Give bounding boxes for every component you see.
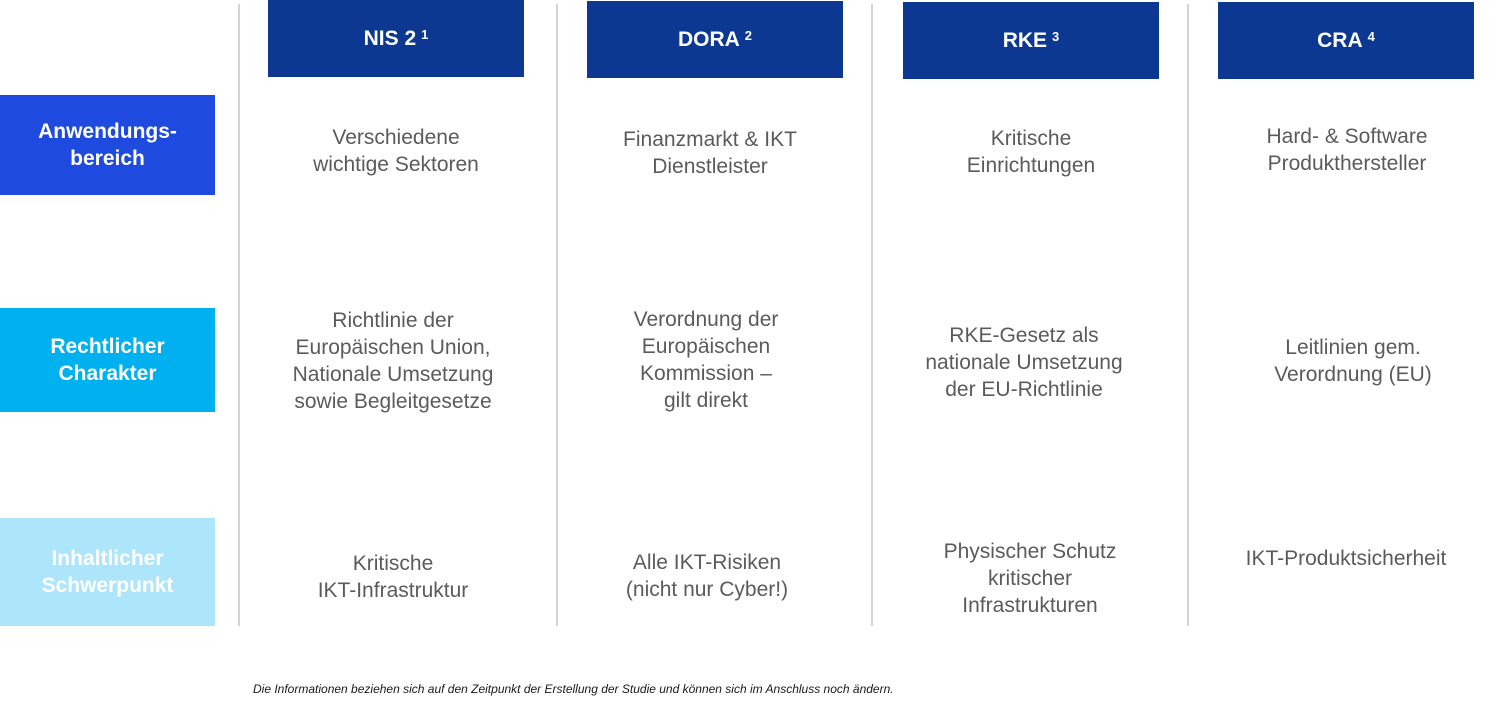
cell-nis2-rechtlicher-charakter: Richtlinie der Europäischen Union, Nationale Umsetzung sowie Begleitgesetze xyxy=(292,309,494,413)
cell-dora-rechtlicher-charakter: Verordnung der Europäischen Kommission – gilt direkt xyxy=(633,308,779,412)
cell-rke-inhaltlicher-schwerpunkt: Physischer Schutz kritischer Infrastrukturen xyxy=(943,540,1117,617)
footnote-marker: 1 xyxy=(421,27,429,42)
column-header-dora xyxy=(587,1,843,78)
footnote-marker: 3 xyxy=(1052,29,1060,44)
row-label-text: Rechtlicher Charakter xyxy=(50,335,165,385)
footnote-marker: 2 xyxy=(744,28,753,43)
cell-cra-anwendungsbereich: Hard- & Software Produkthersteller xyxy=(1266,125,1428,175)
footnote-marker: 4 xyxy=(1367,29,1375,44)
row-label-rechtlicher-charakter xyxy=(0,308,215,412)
column-header-cra xyxy=(1218,2,1474,79)
row-label-inhaltlicher-schwerpunkt xyxy=(0,518,215,626)
column-divider xyxy=(871,4,873,626)
row-label-text: Inhaltlicher Schwerpunkt xyxy=(41,547,174,597)
column-header-nis2 xyxy=(268,0,524,77)
row-label-anwendungsbereich xyxy=(0,95,215,195)
column-divider xyxy=(1187,4,1189,626)
footnote-disclaimer: Die Informationen beziehen sich auf den Zeitpunkt der Erstellung der Studie und können sich im Anschluss noch ändern. xyxy=(253,682,894,696)
cell-rke-rechtlicher-charakter: RKE-Gesetz als nationale Umsetzung der EU-Richtlinie xyxy=(925,324,1123,401)
column-header-rke xyxy=(903,2,1159,79)
row-label-text: Anwendungs- bereich xyxy=(38,120,177,170)
column-header-label: CRA xyxy=(1317,28,1363,52)
cell-nis2-inhaltlicher-schwerpunkt: Kritische IKT-Infrastruktur xyxy=(317,552,469,602)
column-header-label: DORA xyxy=(677,27,740,51)
cell-dora-anwendungsbereich: Finanzmarkt & IKT Dienstleister xyxy=(623,128,797,178)
cell-rke-anwendungsbereich: Kritische Einrichtungen xyxy=(966,127,1096,177)
column-header-label: RKE xyxy=(1002,28,1048,52)
cell-cra-inhaltlicher-schwerpunkt: IKT-Produktsicherheit xyxy=(1245,547,1447,570)
cell-dora-inhaltlicher-schwerpunkt: Alle IKT-Risiken (nicht nur Cyber!) xyxy=(625,551,789,601)
cell-nis2-anwendungsbereich: Verschiedene wichtige Sektoren xyxy=(313,126,479,176)
column-divider xyxy=(238,4,240,626)
cell-cra-rechtlicher-charakter: Leitlinien gem. Verordnung (EU) xyxy=(1274,336,1432,386)
column-header-label: NIS 2 xyxy=(363,26,417,50)
